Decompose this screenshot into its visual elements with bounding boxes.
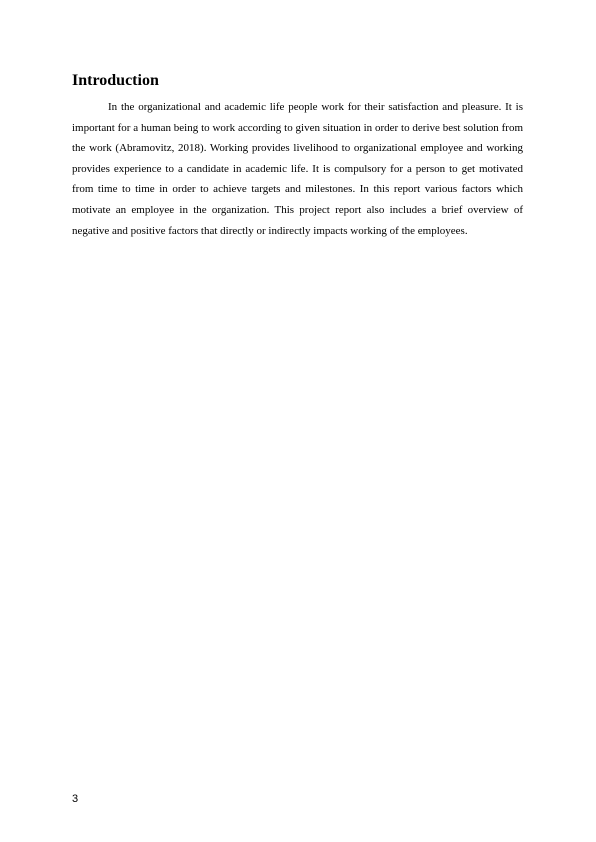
section-heading: Introduction	[72, 72, 159, 89]
page-number: 3	[72, 793, 79, 805]
introduction-paragraph: In the organizational and academic life people work for their satisfaction and pleasure. It is important for a human being to work according to given situation in order to derive best solution from the work (Abramovitz, 2018). Working provides livelihood to organizational employee and working provides experience to a candidate in academic life. It is compulsory for a person to get motivated from time to time in order to achieve targets and milestones. In this report various factors which motivate an employee in the organization. This project report also includes a brief overview of negative and positive factors that directly or indirectly impacts working of the employees.	[72, 101, 523, 237]
